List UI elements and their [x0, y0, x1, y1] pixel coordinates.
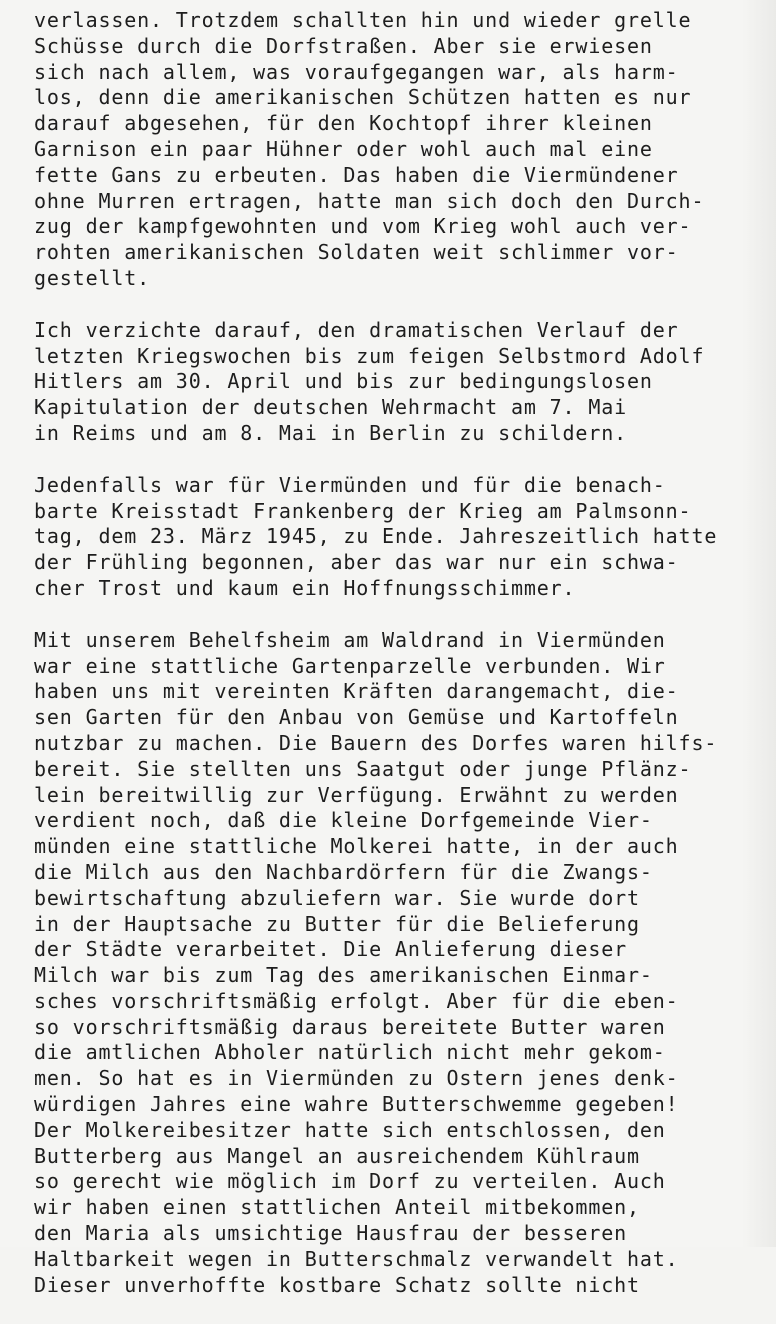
text-line: Haltbarkeit wegen in Butterschmalz verwandelt hat. — [34, 1246, 679, 1271]
text-line: der Frühling begonnen, aber das war nur ein schwa- — [34, 550, 679, 575]
text-line: zug der kampfgewohnten und vom Krieg wohl auch ver- — [34, 214, 692, 239]
text-line: sches vorschriftsmäßig erfolgt. Aber für die eben- — [34, 988, 679, 1013]
text-line: der Städte verarbeitet. Die Anlieferung dieser — [34, 937, 627, 962]
text-line: los, denn die amerikanischen Schützen hatten es nur — [34, 85, 692, 110]
text-line: münden eine stattliche Molkerei hatte, in der auch — [34, 834, 679, 859]
text-line: lein bereitwillig zur Verfügung. Erwähnt zu werden — [34, 782, 679, 807]
paragraph-2 — [34, 318, 717, 447]
text-line: so vorschriftsmäßig daraus bereitete Butter waren — [34, 1014, 666, 1039]
text-line: men. So hat es in Viermünden zu Ostern jenes denk- — [34, 1066, 679, 1091]
text-line: Butterberg aus Mangel an ausreichendem Kühlraum — [34, 1143, 640, 1168]
text-line: darauf abgesehen, für den Kochtopf ihrer kleinen — [34, 111, 653, 136]
text-line: in Reims und am 8. Mai in Berlin zu schildern. — [34, 420, 627, 445]
text-line: Hitlers am 30. April und bis zur bedingungslosen — [34, 369, 653, 394]
text-line: Jedenfalls war für Viermünden und für die benach- — [34, 472, 666, 497]
text-line: Schüsse durch die Dorfstraßen. Aber sie erwiesen — [34, 33, 653, 58]
text-line: würdigen Jahres eine wahre Butterschwemme gegeben! — [34, 1092, 679, 1117]
text-line: Kapitulation der deutschen Wehrmacht am 7. Mai — [34, 395, 627, 420]
text-line: sen Garten für den Anbau von Gemüse und Kartoffeln — [34, 705, 679, 730]
text-line: barte Kreisstadt Frankenberg der Krieg am Palmsonn- — [34, 498, 692, 523]
text-line: letzten Kriegswochen bis zum feigen Selbstmord Adolf — [34, 343, 705, 368]
text-line: gestellt. — [34, 265, 151, 290]
text-line: wir haben einen stattlichen Anteil mitbekommen, — [34, 1195, 640, 1220]
text-line: bewirtschaftung abzuliefern war. Sie wurde dort — [34, 885, 640, 910]
text-line: Der Molkereibesitzer hatte sich entschlossen, den — [34, 1117, 666, 1142]
text-line: Milch war bis zum Tag des amerikanischen Einmar- — [34, 963, 653, 988]
text-line: haben uns mit vereinten Kräften darangemacht, die- — [34, 679, 679, 704]
text-line: fette Gans zu erbeuten. Das haben die Viermündener — [34, 162, 679, 187]
text-line: den Maria als umsichtige Hausfrau der besseren — [34, 1221, 627, 1246]
text-line: rohten amerikanischen Soldaten weit schlimmer vor- — [34, 240, 679, 265]
text-line: so gerecht wie möglich im Dorf zu verteilen. Auch — [34, 1169, 666, 1194]
paragraph-4 — [34, 628, 717, 1299]
text-line: nutzbar zu machen. Die Bauern des Dorfes waren hilfs- — [34, 730, 718, 755]
text-line: Garnison ein paar Hühner oder wohl auch mal eine — [34, 136, 653, 161]
text-line: die amtlichen Abholer natürlich nicht mehr gekom- — [34, 1040, 666, 1065]
body-text — [34, 8, 717, 1324]
page-edge-shadow — [742, 0, 776, 1247]
text-line: cher Trost und kaum ein Hoffnungsschimmer. — [34, 575, 576, 600]
text-line: Mit unserem Behelfsheim am Waldrand in Viermünden — [34, 627, 666, 652]
paragraph-3 — [34, 473, 717, 602]
text-line: die Milch aus den Nachbardörfern für die Zwangs- — [34, 859, 653, 884]
text-line: verlassen. Trotzdem schallten hin und wieder grelle — [34, 8, 692, 32]
paragraph-1 — [34, 8, 717, 292]
text-line: sich nach allem, was voraufgegangen war, als harm- — [34, 59, 679, 84]
text-line: ohne Murren ertragen, hatte man sich doch den Durch- — [34, 188, 705, 213]
text-line: bereit. Sie stellten uns Saatgut oder junge Pflänz- — [34, 756, 692, 781]
text-line: in der Hauptsache zu Butter für die Belieferung — [34, 911, 640, 936]
text-line: war eine stattliche Gartenparzelle verbunden. Wir — [34, 653, 666, 678]
text-line: Ich verzichte darauf, den dramatischen Verlauf der — [34, 317, 679, 342]
text-line: verdient noch, daß die kleine Dorfgemeinde Vier- — [34, 808, 653, 833]
text-line: Dieser unverhoffte kostbare Schatz sollte nicht — [34, 1272, 640, 1297]
text-line: tag, dem 23. März 1945, zu Ende. Jahreszeitlich hatte — [34, 524, 718, 549]
